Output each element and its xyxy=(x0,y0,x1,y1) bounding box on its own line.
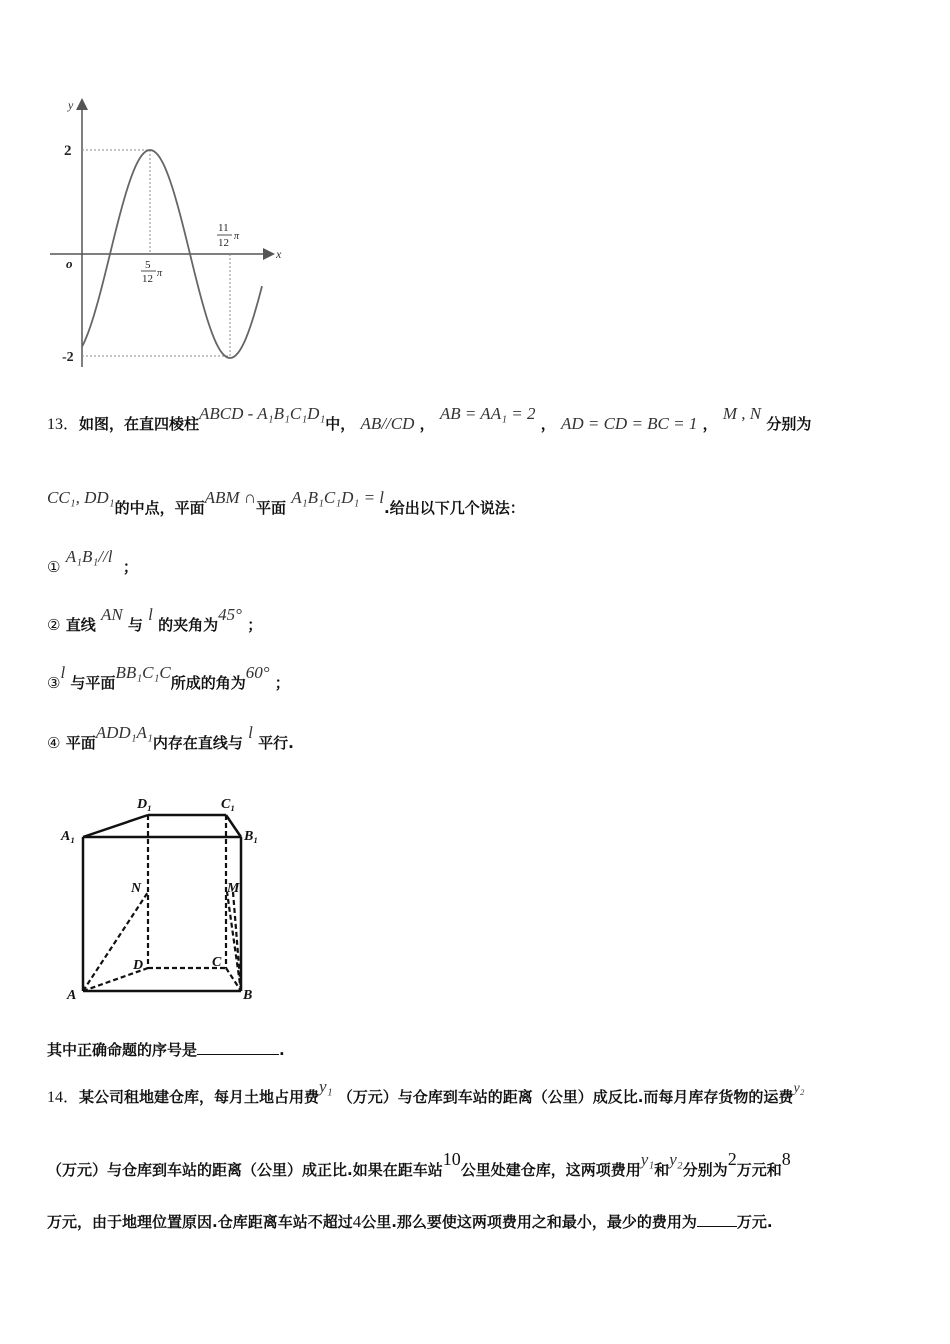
q13-line-1 xyxy=(47,404,812,435)
trough-x-pi: π xyxy=(234,231,240,242)
y-axis-label: y xyxy=(68,98,74,112)
q14-line-2 xyxy=(47,1149,791,1180)
q13-math: 45° xyxy=(218,605,242,624)
q14-line-3 xyxy=(47,1212,773,1232)
q14-number-value: 2 xyxy=(727,1149,737,1169)
q14-text: （万元）与仓库到车站的距离（公里）成正比.如果在距车站 xyxy=(47,1161,443,1179)
q13-text: 分别为 xyxy=(766,415,812,433)
q13-math: ADD₁A₁ xyxy=(95,723,153,742)
q13-math-ad: AD = CD = BC = 1 xyxy=(560,414,698,433)
q13-text: 其中正确命题的序号是 xyxy=(47,1041,198,1059)
peak-x-pi: π xyxy=(157,268,163,279)
q14-number-value: 4 xyxy=(352,1212,362,1231)
q13-math: 60° xyxy=(245,663,270,682)
sine-graph xyxy=(40,95,300,380)
q13-text: ； xyxy=(247,616,263,634)
q14-text: 和 xyxy=(654,1161,670,1179)
q13-text: ， xyxy=(540,415,556,433)
q14-number-value: 10 xyxy=(442,1149,461,1169)
item-marker: ④ xyxy=(47,734,61,752)
q13-math: A₁B₁//l xyxy=(65,547,113,566)
x-axis-label: x xyxy=(276,247,282,261)
vertex-label-a1: A₁ xyxy=(61,829,76,844)
q13-text: 如图，在直四棱柱 xyxy=(79,415,200,433)
edge-a-n xyxy=(83,892,148,991)
y-min-label: -2 xyxy=(62,350,74,365)
q13-math: AN xyxy=(100,605,123,624)
origin-label: o xyxy=(66,256,73,271)
q14-number: 14． xyxy=(47,1089,80,1106)
answer-blank[interactable] xyxy=(697,1212,737,1227)
q13-text: 平面 xyxy=(65,734,96,752)
peak-x-den: 12 xyxy=(142,273,153,285)
q13-text: 平行. xyxy=(258,734,294,752)
answer-blank[interactable] xyxy=(197,1040,279,1055)
q14-text: 万元. xyxy=(736,1213,773,1231)
q13-text: 直线 xyxy=(65,616,96,634)
q13-math-abm: ABM ∩ xyxy=(204,488,257,507)
vertex-label-n: N xyxy=(131,881,142,896)
q14-text: 万元，由于地理位置原因.仓库距离车站不超过 xyxy=(47,1213,353,1231)
q13-math-cc1: CC₁, DD₁ xyxy=(47,488,115,507)
edge-a1-d1 xyxy=(83,815,148,837)
q14-text: （万元）与仓库到车站的距离（公里）成反比.而每月库存货物的运费 xyxy=(337,1088,794,1106)
q13-text: 内存在直线与 xyxy=(152,734,243,752)
q13-math-a1b1: A₁B₁C₁D₁ = l xyxy=(291,488,385,507)
q14-number-value: 8 xyxy=(781,1149,791,1169)
trough-x-den: 12 xyxy=(218,237,229,249)
q14-math: y₁ xyxy=(319,1077,333,1096)
q14-text: 公里处建仓库，这两项费用 xyxy=(460,1161,641,1179)
trough-x-num: 11 xyxy=(218,222,229,234)
prism-figure xyxy=(55,788,275,1008)
vertex-label-a: A xyxy=(67,988,77,1003)
edge-c1-b1 xyxy=(226,815,241,837)
q14-math: y₁ xyxy=(640,1150,655,1169)
vertex-label-b1: B₁ xyxy=(244,829,259,844)
q13-math-prism: ABCD - A₁B₁C₁D₁ xyxy=(199,404,326,423)
vertex-label-c1: C₁ xyxy=(221,797,236,812)
q13-text: 与 xyxy=(127,616,143,634)
q13-text: 的夹角为 xyxy=(158,616,219,634)
y-max-label: 2 xyxy=(64,143,72,159)
q13-math: l xyxy=(148,605,153,624)
q14-text: 分别为 xyxy=(682,1161,728,1179)
vertex-label-d: D xyxy=(133,958,144,973)
q13-math: l xyxy=(60,663,66,682)
q13-text: ； xyxy=(274,674,290,692)
q13-math: BB₁C₁C xyxy=(115,663,171,682)
peak-x-num: 5 xyxy=(145,259,151,271)
vertex-label-m: M xyxy=(227,881,240,896)
q13-text: 的中点，平面 xyxy=(114,499,205,517)
q13-text: . xyxy=(279,1041,285,1059)
item-marker: ② xyxy=(47,616,61,634)
q14-text: 公里.那么要使这两项费用之和最小，最少的费用为 xyxy=(361,1213,697,1231)
q13-item-4 xyxy=(47,723,294,753)
vertex-label-d1: D₁ xyxy=(137,797,152,812)
q13-math-parallel: AB//CD xyxy=(360,414,415,433)
q13-text: 所成的角为 xyxy=(170,674,246,692)
q13-number: 13． xyxy=(47,416,80,433)
vertex-label-c: C xyxy=(212,955,222,970)
q13-math-mn: M , N xyxy=(722,404,762,423)
q13-text: ； xyxy=(122,558,138,576)
q13-text: 中， xyxy=(325,415,356,433)
q14-text: 万元和 xyxy=(736,1161,782,1179)
q14-text: 某公司租地建仓库，每月土地占用费 xyxy=(79,1088,320,1106)
q13-item-2 xyxy=(47,605,263,635)
q14-line-1 xyxy=(47,1077,805,1109)
q13-text: .给出以下几个说法： xyxy=(384,499,525,517)
q13-item-1 xyxy=(47,547,138,577)
q13-item-3 xyxy=(47,663,290,693)
q13-math: l xyxy=(248,723,253,742)
q13-text: ， xyxy=(419,415,435,433)
item-marker: ① xyxy=(47,558,61,576)
q14-math: y₂ xyxy=(669,1150,683,1169)
q13-text: ， xyxy=(702,415,718,433)
item-marker: ③ xyxy=(47,674,61,692)
q13-text: 与平面 xyxy=(70,674,116,692)
q14-math: y₂ xyxy=(793,1081,805,1096)
q13-text: 平面 xyxy=(256,499,287,517)
vertex-label-b: B xyxy=(243,988,253,1003)
q13-answer-line xyxy=(47,1040,285,1060)
q13-math-ab: AB = AA₁ = 2 xyxy=(439,404,536,423)
q13-line-2 xyxy=(47,488,525,518)
